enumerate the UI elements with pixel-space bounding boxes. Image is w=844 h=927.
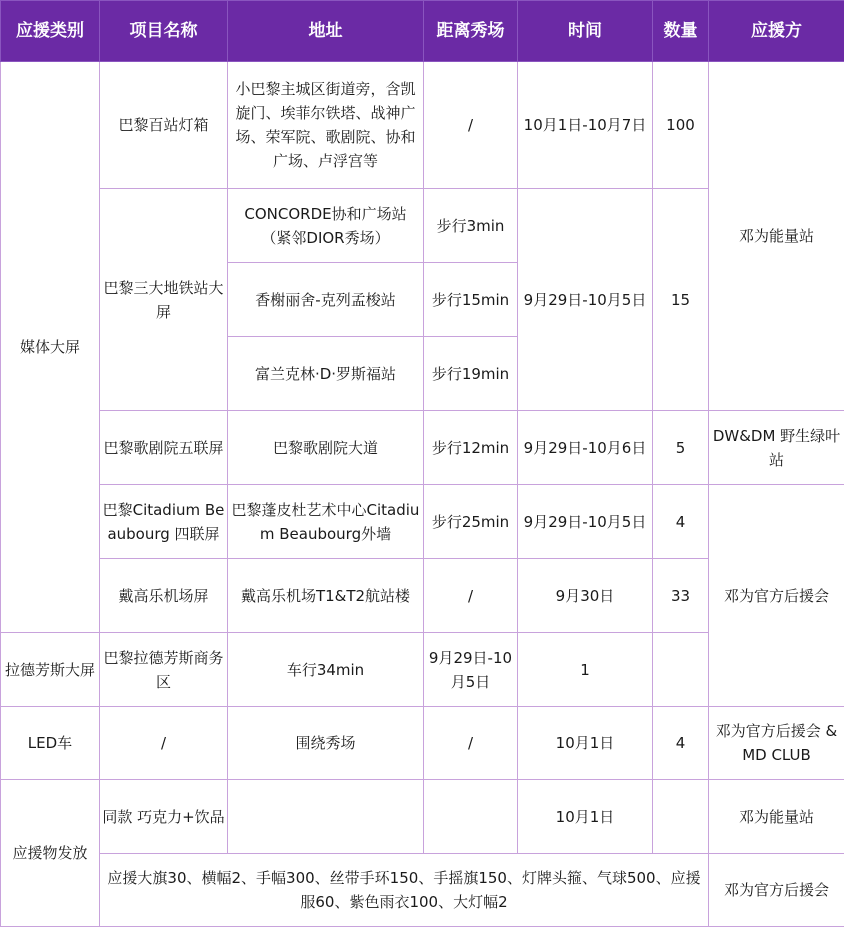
count-cell: [653, 780, 709, 854]
supporter-cell: 邓为能量站: [709, 780, 844, 854]
count-cell: 4: [653, 485, 709, 559]
category-led: LED车: [1, 707, 100, 780]
address-cell: CONCORDE协和广场站（紧邻DIOR秀场）: [228, 189, 424, 263]
header-address: 地址: [228, 1, 424, 62]
distance-cell: /: [424, 62, 518, 189]
distance-cell: 步行15min: [424, 263, 518, 337]
table-row: [1, 62, 844, 189]
header-category: 应援类别: [1, 1, 100, 62]
time-cell: 10月1日: [518, 780, 653, 854]
category-media: 媒体大屏: [1, 62, 100, 633]
count-cell: 5: [653, 411, 709, 485]
address-cell: 富兰克林·D·罗斯福站: [228, 337, 424, 411]
project-cell: 巴黎Citadium Beaubourg 四联屏: [100, 485, 228, 559]
distance-cell: [424, 780, 518, 854]
header-supporter: 应援方: [709, 1, 844, 62]
gift-items-cell: 应援大旗30、横幅2、手幅300、丝带手环150、手摇旗150、灯牌头箍、气球500、应援服60、紫色雨衣100、大灯幅2: [100, 854, 709, 927]
distance-cell: /: [424, 707, 518, 780]
distance-cell: 步行19min: [424, 337, 518, 411]
count-cell: 1: [518, 633, 653, 707]
address-cell: 围绕秀场: [228, 707, 424, 780]
address-cell: 巴黎拉德芳斯商务区: [100, 633, 228, 707]
project-cell: 戴高乐机场屏: [100, 559, 228, 633]
header-distance: 距离秀场: [424, 1, 518, 62]
table-row: [1, 780, 844, 854]
supporter-cell: 邓为官方后援会 & MD CLUB: [709, 707, 844, 780]
address-cell: [228, 780, 424, 854]
project-cell: 巴黎歌剧院五联屏: [100, 411, 228, 485]
address-cell: 戴高乐机场T1&T2航站楼: [228, 559, 424, 633]
supporter-cell: DW&DM 野生绿叶站: [709, 411, 844, 485]
distance-cell: 步行3min: [424, 189, 518, 263]
header-row: [1, 1, 844, 62]
time-cell: 9月29日-10月5日: [518, 189, 653, 411]
distance-cell: 步行12min: [424, 411, 518, 485]
distance-cell: 车行34min: [228, 633, 424, 707]
count-cell: 15: [653, 189, 709, 411]
distance-cell: /: [424, 559, 518, 633]
project-cell: 拉德芳斯大屏: [1, 633, 100, 707]
time-cell: 9月29日-10月5日: [518, 485, 653, 559]
supporter-cell: 邓为能量站: [709, 62, 844, 411]
header-count: 数量: [653, 1, 709, 62]
supporter-cell: 邓为官方后援会: [709, 485, 844, 707]
time-cell: 10月1日: [518, 707, 653, 780]
table-row: [1, 707, 844, 780]
count-cell: 100: [653, 62, 709, 189]
time-cell: 9月29日-10月5日: [424, 633, 518, 707]
time-cell: 9月30日: [518, 559, 653, 633]
time-cell: 10月1日-10月7日: [518, 62, 653, 189]
project-cell: 同款 巧克力+饮品: [100, 780, 228, 854]
header-time: 时间: [518, 1, 653, 62]
count-cell: 33: [653, 559, 709, 633]
category-gifts: 应援物发放: [1, 780, 100, 927]
time-cell: 9月29日-10月6日: [518, 411, 653, 485]
table-row: [1, 854, 844, 927]
count-cell: 4: [653, 707, 709, 780]
address-cell: 巴黎歌剧院大道: [228, 411, 424, 485]
project-cell: /: [100, 707, 228, 780]
project-cell: 巴黎百站灯箱: [100, 62, 228, 189]
address-cell: 香榭丽舍-克列孟梭站: [228, 263, 424, 337]
table-row: [1, 411, 844, 485]
address-cell: 巴黎蓬皮杜艺术中心Citadium Beaubourg外墙: [228, 485, 424, 559]
distance-cell: 步行25min: [424, 485, 518, 559]
supporter-cell: 邓为官方后援会: [709, 854, 844, 927]
address-cell: 小巴黎主城区街道旁，含凯旋门、埃菲尔铁塔、战神广场、荣军院、歌剧院、协和广场、卢浮宫等: [228, 62, 424, 189]
table-row: [1, 485, 844, 559]
project-cell: 巴黎三大地铁站大屏: [100, 189, 228, 411]
header-project: 项目名称: [100, 1, 228, 62]
